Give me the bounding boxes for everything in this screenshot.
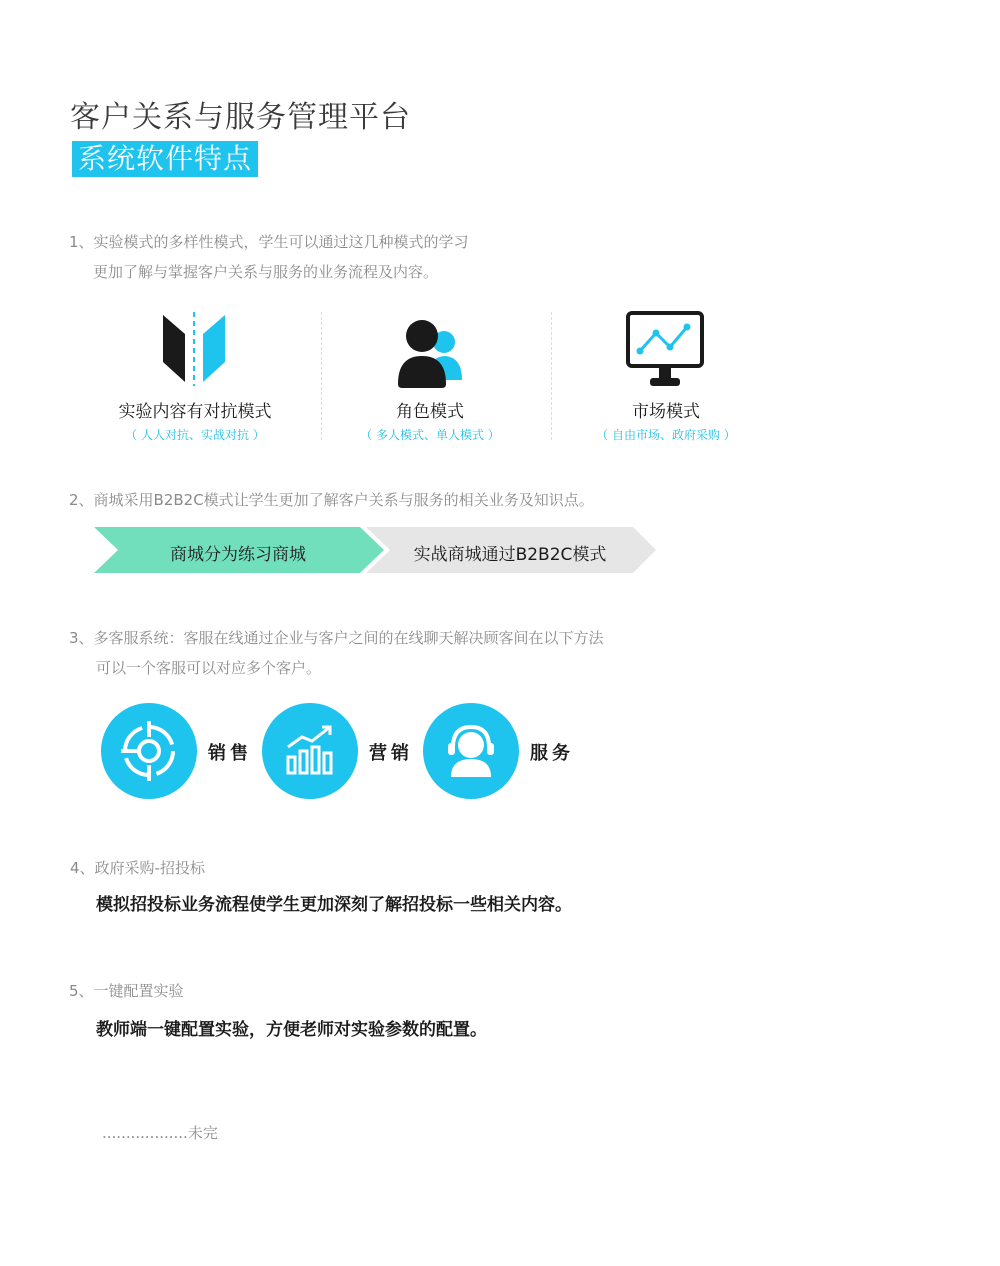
mode-subtitle: （ 人人对抗、实战对抗 ） [125,428,265,442]
split-mirror-icon [160,312,230,386]
mode-subtitle: （ 自由市场、政府采购 ） [596,428,736,442]
sales-circle [101,703,197,799]
mode-title: 市场模式 [632,402,700,422]
sales-label: 销售 [208,743,252,764]
section2-line1: 2、商城采用B2B2C模式让学生更加了解客户关系与服务的相关业务及知识点。 [69,491,594,509]
marketing-label: 营销 [369,743,413,764]
chevron-step-1-label: 商城分为练习商城 [170,545,306,565]
section1-line2: 更加了解与掌握客户关系与服务的业务流程及内容。 [93,263,439,281]
chevron-step-2-label: 实战商城通过B2B2C模式 [413,545,607,565]
mode-item-adversarial [80,397,310,443]
mode-title: 实验内容有对抗模式 [118,402,272,422]
section3-line2: 可以一个客服可以对应多个客户。 [96,659,322,677]
section5-heading: 5、一键配置实验 [69,982,184,1000]
service-circle [423,703,519,799]
page-title: 客户关系与服务管理平台 [70,100,411,135]
service-label: 服务 [530,743,574,764]
mode-title: 角色模式 [396,402,464,422]
section4-body: 模拟招投标业务流程使学生更加深刻了解招投标一些相关内容。 [96,895,572,915]
bar-growth-icon [262,703,358,799]
section5-body: 教师端一键配置实验，方便老师对实验参数的配置。 [96,1020,487,1040]
target-icon [101,703,197,799]
mode-item-market [551,397,781,443]
headset-user-icon [423,703,519,799]
monitor-chart-icon [626,311,704,388]
unfinished-note: ..................未完 [102,1124,218,1142]
section3-line1: 3、多客服系统：客服在线通过企业与客户之间的在线聊天解决顾客间在以下方法 [69,629,604,647]
mode-subtitle: （ 多人模式、单人模式 ） [360,428,500,442]
mode-item-role [315,397,545,443]
page-subtitle: 系统软件特点 [72,141,258,177]
users-icon [396,318,464,388]
section1-line1: 1、实验模式的多样性模式，学生可以通过这几种模式的学习 [69,233,469,251]
marketing-circle [262,703,358,799]
section4-heading: 4、政府采购-招投标 [70,859,205,877]
